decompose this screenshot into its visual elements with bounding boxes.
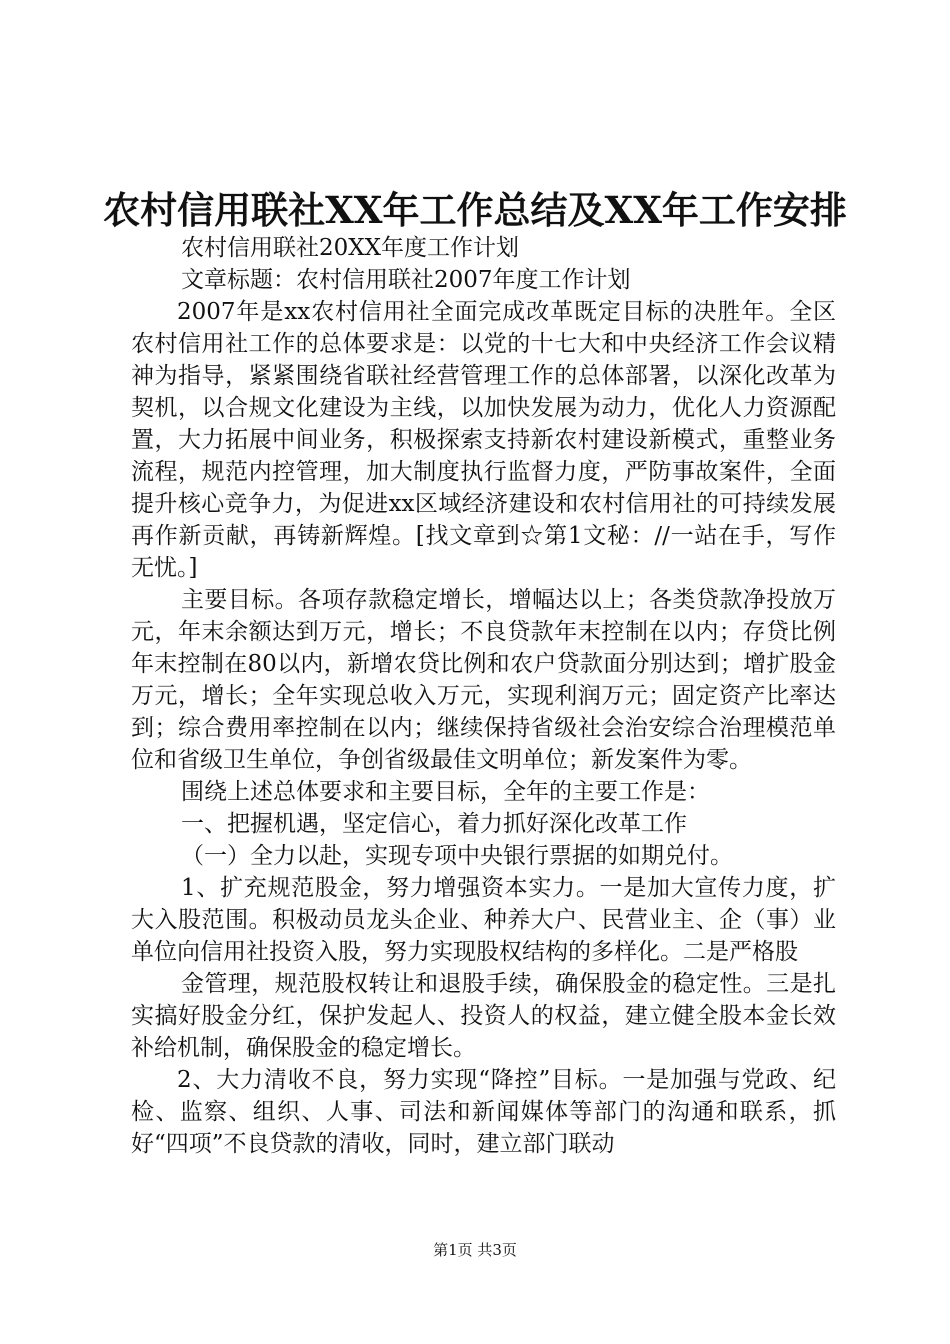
paragraph-main-work-intro: 围绕上述总体要求和主要目标，全年的主要工作是： xyxy=(181,779,710,805)
document-title: 农村信用联社XX年工作总结及XX年工作安排 xyxy=(103,188,847,232)
paragraph-item-1: 1、扩充规范股金，努力增强资本实力。一是加大宣传力度，扩大入股范围。积极动员龙头企业、种养大户、民营业主、企（事）业单位向信用社投资入股，努力实现股权结构的多样化。二是严格股 xyxy=(131,875,836,965)
page-footer: 第1页 共3页 xyxy=(433,1241,517,1259)
section-heading-1: 一、把握机遇，坚定信心，着力抓好深化改革工作 xyxy=(181,811,687,837)
paragraph-subtitle: 农村信用联社20XX年度工作计划 xyxy=(181,235,520,261)
paragraph-main-goals: 主要目标。各项存款稳定增长，增幅达以上；各类贷款净投放万元，年末余额达到万元，增长；不良贷款年末控制在以内；存贷比例年末控制在80以内，新增农贷比例和农户贷款面分别达到；增扩股金万元，增长；全年实现总收入万元，实现利润万元；固定资产比率达到；综合费用率控制在以内；继续保持省级社会治安综合治理模范单位和省级卫生单位，争创省级最佳文明单位；新发案件为零。 xyxy=(131,587,836,773)
paragraph-overview: 2007年是xx农村信用社全面完成改革既定目标的决胜年。全区农村信用社工作的总体要求是：以党的十七大和中央经济工作会议精神为指导，紧紧围绕省联社经营管理工作的总体部署，以深化改革为契机，以合规文化建设为主线，以加快发展为动力，优化人力资源配置，大力拓展中间业务，积极探索支持新农村建设新模式，重整业务流程，规范内控管理，加大制度执行监督力度，严防事故案件，全面提升核心竞争力，为促进xx区域经济建设和农村信用社的可持续发展再作新贡献，再铸新辉煌。[找文章到☆第1文秘：//一站在手，写作无忧。] xyxy=(131,299,836,581)
paragraph-item-1-continued: 金管理，规范股权转让和退股手续，确保股金的稳定性。三是扎实搞好股金分红，保护发起人、投资人的权益，建立健全股本金长效补给机制，确保股金的稳定增长。 xyxy=(131,971,836,1061)
paragraph-article-title: 文章标题：农村信用联社2007年度工作计划 xyxy=(181,267,631,293)
document-body xyxy=(131,232,836,1160)
subsection-heading-1: （一）全力以赴，实现专项中央银行票据的如期兑付。 xyxy=(181,843,733,869)
paragraph-item-2: 2、大力清收不良，努力实现“降控”目标。一是加强与党政、纪检、监察、组织、人事、司法和新闻媒体等部门的沟通和联系，抓好“四项”不良贷款的清收，同时，建立部门联动 xyxy=(131,1067,836,1157)
